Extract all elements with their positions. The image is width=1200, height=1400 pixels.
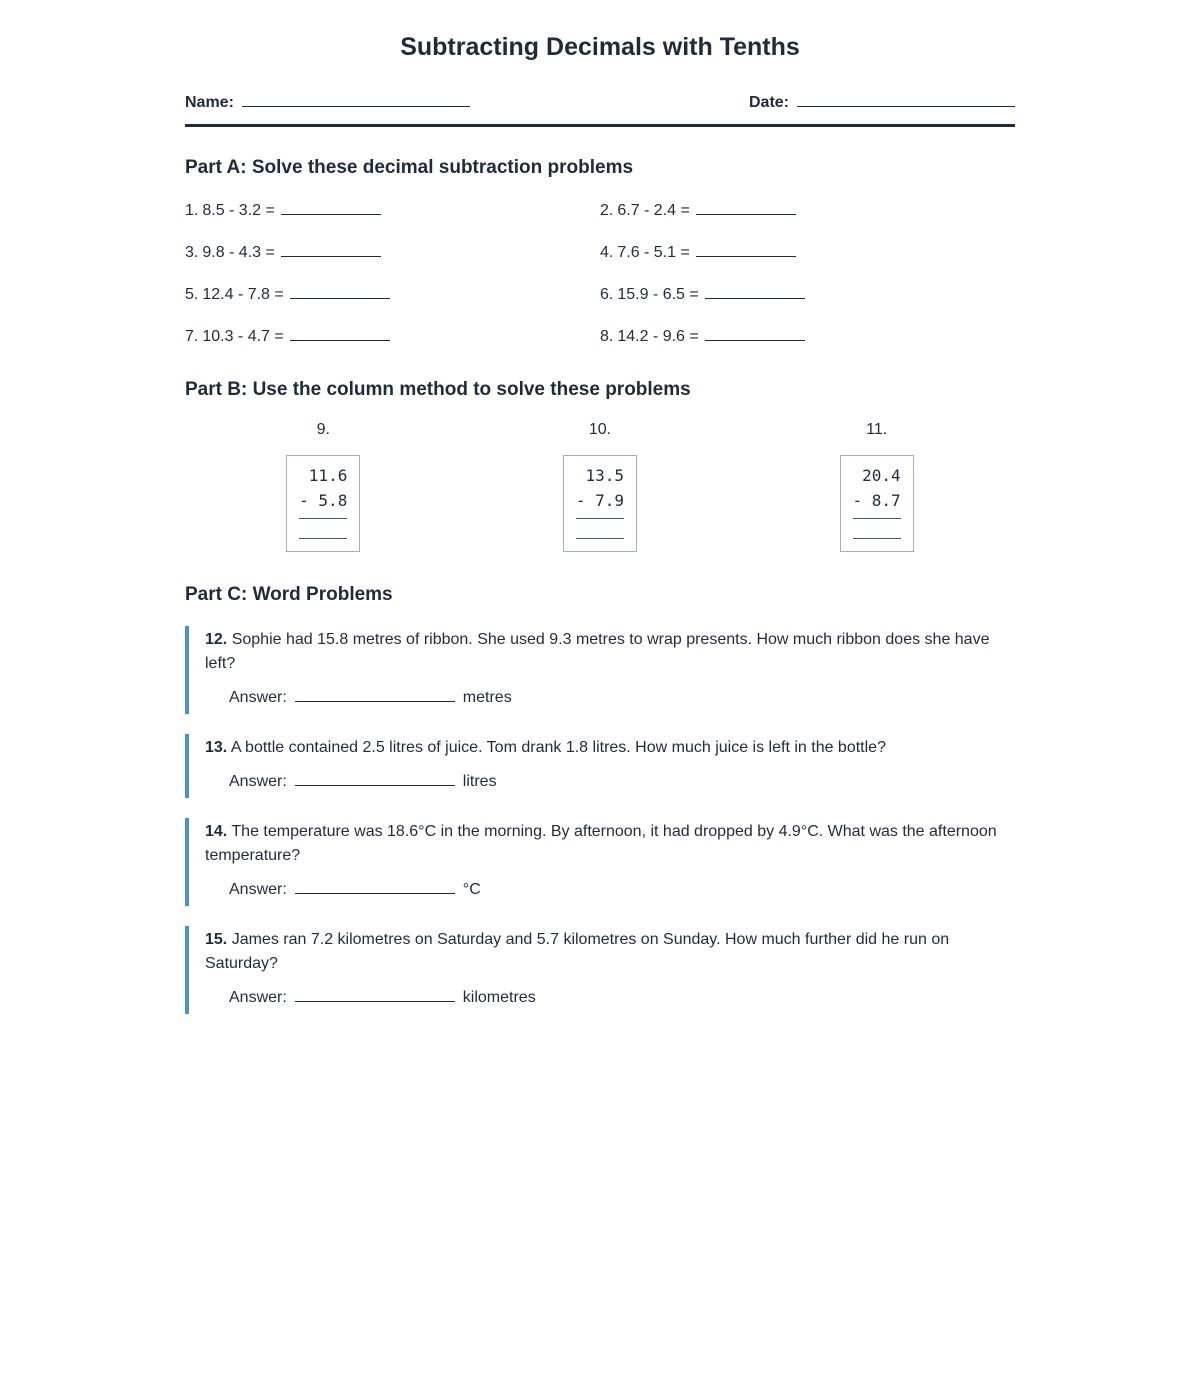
problem-statement: James ran 7.2 kilometres on Saturday and 5.7 kilometres on Sunday. How much further did he run on Saturday? bbox=[205, 931, 950, 972]
answer-unit: litres bbox=[462, 773, 497, 790]
problem-statement: A bottle contained 2.5 litres of juice. Tom drank 1.8 litres. How much juice is left in the bottle? bbox=[230, 739, 886, 756]
problem-statement: The temperature was 18.6°C in the morning. By afternoon, it had dropped by 4.9°C. What was the afternoon temperature? bbox=[205, 823, 997, 864]
problem-expression: 6.7 - 2.4 = bbox=[617, 202, 690, 219]
answer-unit: °C bbox=[462, 881, 481, 898]
word-problem-text bbox=[205, 736, 1011, 760]
problem-number: 4. bbox=[600, 244, 614, 261]
answer-blank-line bbox=[696, 200, 796, 215]
answer-unit: metres bbox=[462, 689, 512, 706]
problem-number: 11. bbox=[866, 421, 888, 438]
problem-5 bbox=[185, 284, 600, 304]
problem-2 bbox=[600, 200, 1015, 220]
problem-number: 13. bbox=[205, 739, 228, 756]
problem-3 bbox=[185, 242, 600, 262]
answer-blank-line bbox=[295, 771, 455, 786]
word-problem-text bbox=[205, 820, 1011, 868]
problem-number: 6. bbox=[600, 286, 614, 303]
problem-1 bbox=[185, 200, 600, 220]
subtrahend: - 7.9 bbox=[575, 491, 624, 510]
word-problem-14 bbox=[185, 818, 1015, 906]
word-problem-text bbox=[205, 928, 1011, 976]
minuend: 13.5 bbox=[585, 466, 624, 485]
problem-statement: Sophie had 15.8 metres of ribbon. She used 9.3 metres to wrap presents. How much ribbon does she have left? bbox=[205, 631, 990, 672]
problem-expression: 7.6 - 5.1 = bbox=[617, 244, 690, 261]
problem-number: 5. bbox=[185, 286, 199, 303]
problem-number: 14. bbox=[205, 823, 228, 840]
answer-blank-line bbox=[281, 200, 381, 215]
answer-blank-line bbox=[295, 687, 455, 702]
answer-blank-line bbox=[281, 242, 381, 257]
problem-number: 7. bbox=[185, 328, 199, 345]
word-problem-13 bbox=[185, 734, 1015, 798]
worksheet-page bbox=[185, 0, 1015, 1014]
problem-10 bbox=[462, 421, 739, 552]
answer-label: Answer: bbox=[229, 881, 287, 898]
answer-blank-line bbox=[290, 326, 390, 341]
answer-blank-line bbox=[295, 879, 455, 894]
problem-expression: 8.5 - 3.2 = bbox=[202, 202, 275, 219]
word-problem-text bbox=[205, 628, 1011, 676]
date-blank-line bbox=[797, 92, 1015, 107]
part-c-heading: Part C: Word Problems bbox=[185, 584, 393, 605]
problem-number: 2. bbox=[600, 202, 614, 219]
answer-blank-line bbox=[295, 987, 455, 1002]
column-method-box bbox=[563, 455, 637, 552]
problem-expression: 14.2 - 9.6 = bbox=[617, 328, 699, 345]
problem-expression: 12.4 - 7.8 = bbox=[202, 286, 284, 303]
subtrahend: - 8.7 bbox=[852, 491, 901, 510]
problem-expression: 9.8 - 4.3 = bbox=[202, 244, 275, 261]
problem-expression: 10.3 - 4.7 = bbox=[202, 328, 284, 345]
answer-label: Answer: bbox=[229, 773, 287, 790]
word-problem-12 bbox=[185, 626, 1015, 714]
word-problem-15 bbox=[185, 926, 1015, 1014]
answer-label: Answer: bbox=[229, 689, 287, 706]
subtrahend: - 5.8 bbox=[299, 491, 348, 510]
part-b-problems bbox=[185, 421, 1015, 552]
name-blank-line bbox=[242, 92, 470, 107]
problem-8 bbox=[600, 326, 1015, 346]
answer-row bbox=[205, 986, 1015, 1010]
subtraction-rule-line bbox=[299, 518, 347, 519]
name-group bbox=[185, 92, 470, 112]
answer-rule-line bbox=[853, 538, 901, 539]
problem-number: 12. bbox=[205, 631, 228, 648]
answer-rule-line bbox=[576, 538, 624, 539]
minuend: 11.6 bbox=[308, 466, 348, 485]
answer-row bbox=[205, 770, 1015, 794]
answer-blank-line bbox=[290, 284, 390, 299]
answer-blank-line bbox=[705, 284, 805, 299]
problem-6 bbox=[600, 284, 1015, 304]
answer-unit: kilometres bbox=[462, 989, 536, 1006]
problem-number: 10. bbox=[588, 421, 612, 438]
answer-row bbox=[205, 686, 1015, 710]
answer-row bbox=[205, 878, 1015, 902]
column-method-box bbox=[286, 455, 360, 552]
part-a-heading: Part A: Solve these decimal subtraction problems bbox=[185, 157, 634, 178]
part-b-heading: Part B: Use the column method to solve these problems bbox=[185, 379, 691, 400]
problem-expression: 15.9 - 6.5 = bbox=[617, 286, 699, 303]
subtraction-rule-line bbox=[853, 518, 901, 519]
answer-blank-line bbox=[705, 326, 805, 341]
column-method-box bbox=[840, 455, 914, 552]
problem-7 bbox=[185, 326, 600, 346]
problem-number: 8. bbox=[600, 328, 614, 345]
problem-4 bbox=[600, 242, 1015, 262]
answer-rule-line bbox=[299, 538, 347, 539]
problem-number: 9. bbox=[316, 421, 330, 438]
answer-label: Answer: bbox=[229, 989, 287, 1006]
minuend: 20.4 bbox=[862, 466, 901, 485]
name-date-row bbox=[185, 92, 1015, 112]
problem-number: 15. bbox=[205, 931, 228, 948]
part-a-problems bbox=[185, 200, 1015, 346]
problem-9 bbox=[185, 421, 462, 552]
answer-blank-line bbox=[696, 242, 796, 257]
problem-number: 3. bbox=[185, 244, 199, 261]
subtraction-rule-line bbox=[576, 518, 624, 519]
problem-number: 1. bbox=[185, 202, 199, 219]
date-group bbox=[749, 92, 1015, 112]
problem-11 bbox=[738, 421, 1015, 552]
page-title: Subtracting Decimals with Tenths bbox=[400, 33, 800, 61]
date-label: Date: bbox=[748, 94, 789, 111]
name-label: Name: bbox=[185, 94, 234, 111]
header-divider bbox=[185, 124, 1015, 127]
